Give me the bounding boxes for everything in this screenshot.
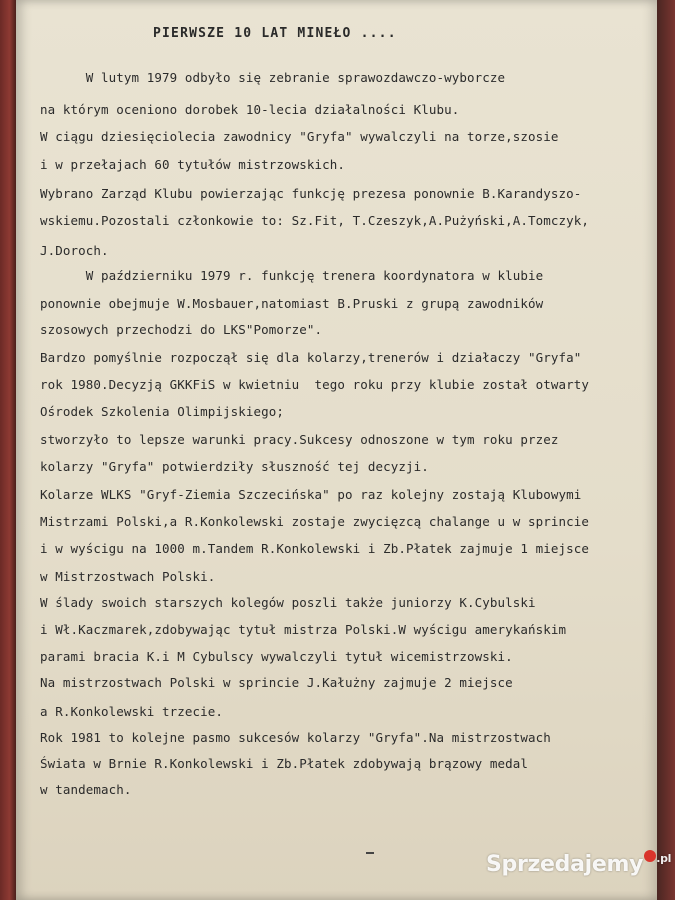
text-line: rok 1980.Decyzją GKKFiS w kwietniu tego roku przy klubie został otwarty — [40, 377, 590, 392]
text-line: i w wyścigu na 1000 m.Tandem R.Konkolewski i Zb.Płatek zajmuje 1 miejsce — [40, 541, 590, 556]
text-line: J.Doroch. — [40, 243, 109, 258]
text-line: w tandemach. — [40, 782, 132, 797]
text-line: Świata w Brnie R.Konkolewski i Zb.Płatek zdobywają brązowy medal — [40, 756, 529, 771]
text-line: wskiemu.Pozostali członkowie to: Sz.Fit, T.Czeszyk,A.Pużyński,A.Tomczyk, — [40, 213, 590, 228]
text-line: a R.Konkolewski trzecie. — [40, 704, 224, 719]
text-line: kolarzy "Gryfa" potwierdziły słuszność tej decyzji. — [40, 459, 429, 474]
text-line: parami bracia K.i M Cybulscy wywalczyli tytuł wicemistrzowski. — [40, 649, 513, 664]
page-mark — [366, 852, 374, 854]
text-line: W ślady swoich starszych kolegów poszli także juniorzy K.Cybulski — [40, 595, 536, 610]
text-line: szosowych przechodzi do LKS"Pomorze". — [40, 322, 323, 337]
text-line: w Mistrzostwach Polski. — [40, 569, 216, 584]
text-line: W ciągu dziesięciolecia zawodnicy "Gryfa" wywalczyli na torze,szosie — [40, 129, 559, 144]
typewritten-page — [16, 0, 657, 900]
text-line: ponownie obejmuje W.Mosbauer,natomiast B.Pruski z grupą zawodników — [40, 296, 544, 311]
text-line: i Wł.Kaczmarek,zdobywając tytuł mistrza Polski.W wyścigu amerykańskim — [40, 622, 567, 637]
text-line: na którym oceniono dorobek 10-lecia działalności Klubu. — [40, 102, 460, 117]
text-line: W lutym 1979 odbyło się zebranie sprawozdawczo-wyborcze — [40, 70, 506, 85]
watermark-brand: Sprzedajemy — [486, 852, 644, 877]
text-line: Wybrano Zarząd Klubu powierzając funkcję prezesa ponownie B.Karandyszo- — [40, 186, 582, 201]
text-line: W październiku 1979 r. funkcję trenera koordynatora w klubie — [40, 268, 544, 283]
text-line: Mistrzami Polski,a R.Konkolewski zostaje zwycięzcą chalange u w sprincie — [40, 514, 590, 529]
text-line: Bardzo pomyślnie rozpoczął się dla kolarzy,trenerów i działaczy "Gryfa" — [40, 350, 582, 365]
text-line: Rok 1981 to kolejne pasmo sukcesów kolarzy "Gryfa".Na mistrzostwach — [40, 730, 551, 745]
watermark-dot-icon — [644, 850, 656, 862]
book-right-edge — [657, 0, 675, 900]
text-line: Ośrodek Szkolenia Olimpijskiego; — [40, 404, 285, 419]
book-cover-edge — [0, 0, 16, 900]
text-line: stworzyło to lepsze warunki pracy.Sukcesy odnoszone w tym roku przez — [40, 432, 559, 447]
site-watermark — [486, 852, 671, 877]
text-line: Na mistrzostwach Polski w sprincie J.Kałużny zajmuje 2 miejsce — [40, 675, 513, 690]
text-line: i w przełajach 60 tytułów mistrzowskich. — [40, 157, 346, 172]
watermark-suffix: .pl — [656, 852, 672, 865]
text-line: Kolarze WLKS "Gryf-Ziemia Szczecińska" po raz kolejny zostają Klubowymi — [40, 487, 582, 502]
page-title: PIERWSZE 10 LAT MINEŁO .... — [153, 26, 397, 41]
